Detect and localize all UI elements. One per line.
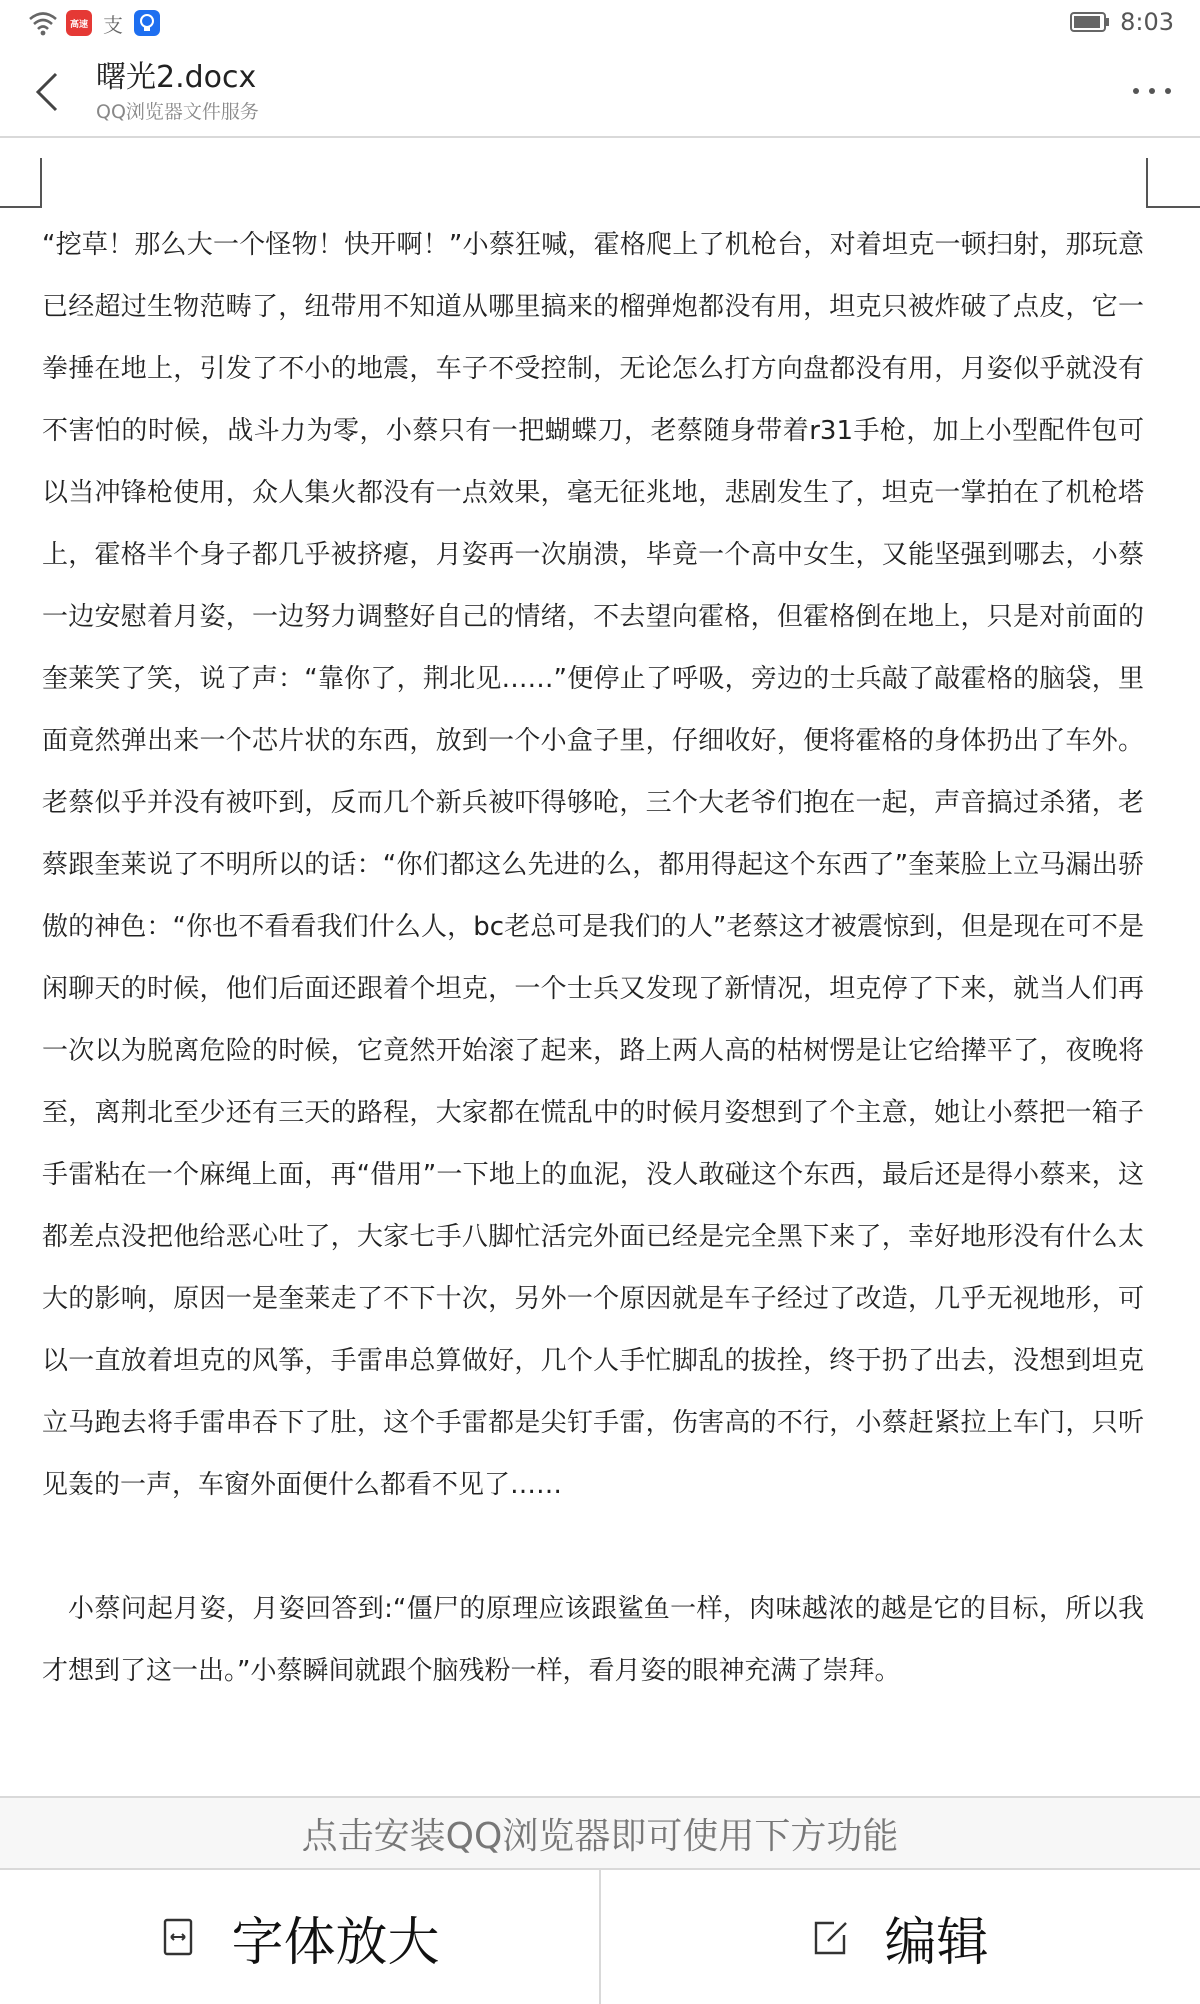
document-paragraph-2: 小蔡问起月姿，月姿回答到:“僵尸的原理应该跟鲨鱼一样，肉味越浓的越是它的目标，所以我才想到了这一出。”小蔡瞬间就跟个脑残粉一样，看月姿的眼神充满了崇拜。 [42,1594,1144,1686]
payment-app-icon: 支 [103,12,123,37]
document-body [42,214,1144,1702]
page-corner-mark-left [0,158,42,208]
app-header [0,48,1200,138]
status-time: 8:03 [1120,8,1174,36]
document-paragraph-1: “挖草！那么大一个怪物！快开啊！”小蔡狂喊，霍格爬上了机枪台，对着坦克一顿扫射，那玩意已经超过生物范畴了，纽带用不知道从哪里搞来的榴弹炮都没有用，坦克只被炸破了点皮，它一拳捶在地上，引发了不小的地震，车子不受控制，无论怎么打方向盘都没有用，月姿似乎就没有不害怕的时候，战斗力为零，小蔡只有一把蝴蝶刀，老蔡随身带着r31手枪，加上小型配件包可以当冲锋枪使用，众人集火都没有一点效果，毫无征兆地，悲剧发生了，坦克一掌拍在了机枪塔上，霍格半个身子都几乎被挤瘪，月姿再一次崩溃，毕竟一个高中女生，又能坚强到哪去，小蔡一边安慰着月姿，一边努力调整好自己的情绪，不去望向霍格，但霍格倒在地上，只是对前面的奎莱笑了笑，说了声：“靠你了，荆北见……”便停止了呼吸，旁边的士兵敲了敲霍格的脑袋，里面竟然弹出来一个芯片状的东西，放到一个小盒子里，仔细收好，便将霍格的身体扔出了车外。老蔡似乎并没有被吓到，反而几个新兵被吓得够呛，三个大老爷们抱在一起，声音搞过杀猪，老蔡跟奎莱说了不明所以的话：“你们都这么先进的么，都用得起这个东西了”奎莱脸上立马漏出骄傲的神色：“你也不看看我们什么人，bc老总可是我们的人”老蔡这才被震惊到，但是现在可不是闲聊天的时候，他们后面还跟着个坦克，一个士兵又发现了新情况，坦克停了下来，就当人们再一次以为脱离危险的时候，它竟然开始滚了起来，路上两人高的枯树愣是让它给撵平了，夜晚将至，离荆北至少还有三天的路程，大家都在慌乱中的时候月姿想到了个主意，她让小蔡把一箱子手雷粘在一个麻绳上面，再“借用”一下地上的血泥，没人敢碰这个东西，最后还是得小蔡来，这都差点没把他给恶心吐了，大家七手八脚忙活完外面已经是完全黑下来了，幸好地形没有什么太大的影响，原因一是奎莱走了不下十次，另外一个原因就是车子经过了改造，几乎无视地形，可以一直放着坦克的风筝，手雷串总算做好，几个人手忙脚乱的拔拴，终于扔了出去，没想到坦克立马跑去将手雷串吞下了肚，这个手雷都是尖钉手雷，伤害高的不行，小蔡赶紧拉上车门，只听见轰的一声，车窗外面便什么都看不见了…… [42,230,1144,1500]
font-enlarge-button[interactable] [0,1870,599,2004]
install-promo-text[interactable]: 点击安装QQ浏览器即可使用下方功能 [301,1816,899,1857]
document-title: 曙光2.docx [96,60,257,95]
news-app-badge-icon: 高速 [66,10,92,36]
font-enlarge-label: 字体放大 [231,1912,440,1973]
status-icons-left [28,10,160,36]
more-options-icon[interactable] [1130,76,1174,106]
title-block [96,58,259,126]
wifi-icon [28,10,58,36]
edit-icon [812,1917,850,1957]
back-arrow-icon[interactable] [30,66,66,118]
battery-icon [1070,12,1110,32]
install-promo-bar [0,1796,1200,2002]
document-subtitle: QQ浏览器文件服务 [96,101,259,123]
status-bar [0,0,1200,48]
page-corner-mark-right [1146,158,1200,208]
edit-button[interactable] [599,1870,1200,2004]
status-icons-right [1070,8,1174,36]
lightbulb-app-icon [134,10,160,36]
action-row [0,1868,1200,2004]
font-enlarge-icon [159,1917,197,1957]
document-viewer[interactable] [0,138,1200,1794]
edit-label: 编辑 [884,1912,989,1973]
